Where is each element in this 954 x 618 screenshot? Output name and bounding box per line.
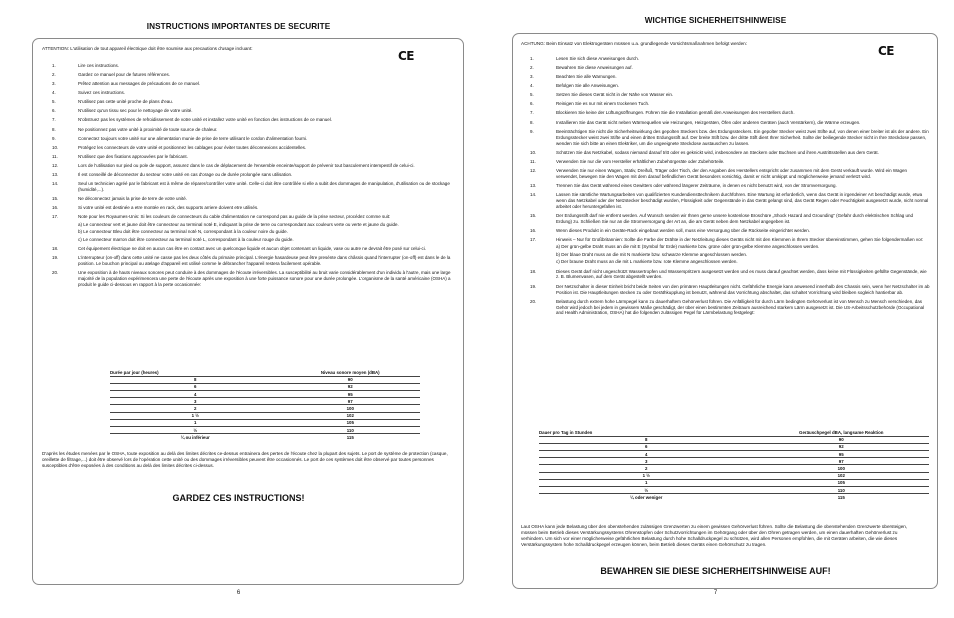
duration-cell: 2 bbox=[110, 405, 281, 412]
list-item-main-text: Wenn dieses Produkt in ein Geräte-Rack eingebaut werden soll, muss eine Versorgung über die Rückseite eingerichtet werden. bbox=[556, 227, 811, 233]
list-item-text bbox=[556, 92, 930, 100]
list-item-main-text: Verwenden Sie nur die vom Hersteller erhältlichen Zubehörgeräte oder Zubehörteile. bbox=[556, 158, 725, 164]
list-item-text bbox=[556, 192, 930, 211]
list-item-main-text: Beachten Sie alle Warnungen. bbox=[556, 74, 617, 80]
list-item-main-text: Hinweis – Nur für Großbritannien: Sollte die Farbe der Drähte in der Netzleitung dieses Geräts nicht mit den Klemmen in Ihrem Stecker übereinstimmen, gehen Sie folgendermaßen vor: bbox=[556, 236, 924, 242]
list-item-number: 6. bbox=[52, 108, 56, 114]
list-item-text bbox=[556, 299, 930, 318]
list-item-number: 17. bbox=[52, 214, 59, 220]
list-item-number: 20. bbox=[52, 269, 59, 275]
level-cell: 95 bbox=[754, 450, 930, 457]
list-item-number: 19. bbox=[52, 254, 59, 260]
list-item-main-text: Ne positionnez pas votre unité à proximité de toute source de chaleur. bbox=[78, 126, 218, 132]
list-item-number: 20. bbox=[530, 298, 537, 304]
list-item-text bbox=[78, 214, 454, 244]
duration-cell: 4 bbox=[539, 450, 754, 457]
duration-cell: ½ bbox=[110, 426, 281, 433]
list-item-main-text: Une exposition à de hauts niveaux sonores peut conduire à des dommages de l'écoute irréversibles. La susceptibilité au bruit varie considérablement d'un individu à l'autre, mais une large majorité de la population expérimencera une perte de l'écoute après une exposition à une forte puissance sonore pour une durée prolongée. L'organisme de la santé américaine (OSHA) a produit le guide ci-dessous en rapport à la perte occasionnée: bbox=[78, 269, 451, 287]
list-item bbox=[52, 117, 454, 125]
list-item bbox=[52, 255, 454, 268]
list-item-number: 15. bbox=[530, 212, 537, 218]
list-item-main-text: L'interrupteur (on-off) dans cette unité ne casse pas les deux côtés du primaire principal. L'énergie hasardeuse peut être presénte dans châssis quand l'interrupter (on-off) est dans le de la position. Le bouchon principal ou atelage d'appareil est utilisé comme le débrancher l'appareil restera facilement opérable. bbox=[78, 254, 451, 266]
list-item-main-text: Dieses Gerät darf nicht ungeschützt Wassertropfen und Wasserspritzern ausgesetzt werden und es muss darauf geachtet werden, dass keine mit Flüssigkeiten gefüllte Gegenstände, wie z. B. Blumenvasen, auf dem Gerät abgestellt werden. bbox=[556, 268, 927, 280]
keep-instructions-title: BEWAHREN SIE DIESE SICHERHEITSHINWEISE AUF! bbox=[600, 566, 831, 576]
list-item bbox=[530, 56, 930, 64]
duration-cell: 1 ½ bbox=[110, 412, 281, 419]
list-item-number: 8. bbox=[530, 119, 534, 125]
list-item-subpoint: a) Le connecteur vert et jaune doit être connecteur au terminal noté E, indiquant la prise de terre ou correspondant aux couleurs verte ou verte et jaune du guide. bbox=[78, 221, 399, 227]
list-item-main-text: Blockieren Sie keine der Lüftungsöffnungen. Führen Sie die Installation gemäß den Anweisungen des Herstellers durch. bbox=[556, 110, 795, 116]
table-row bbox=[539, 465, 929, 472]
level-cell: 102 bbox=[281, 412, 421, 419]
list-item-text bbox=[78, 255, 454, 268]
list-item-subpoint: b) Le connecteur Bleu doit être connecteur au terminal noté N, correspondant à la couleur noire du guide. bbox=[78, 229, 288, 235]
list-item-main-text: Gardez ce manuel pour de futures références. bbox=[78, 72, 171, 78]
list-item-number: 11. bbox=[52, 153, 58, 159]
list-item-main-text: Ne déconnectez jamais la prise de terre de votre unité. bbox=[78, 196, 188, 202]
list-item-main-text: Suivez ces instructions. bbox=[78, 90, 126, 96]
list-item-main-text: Der Erdungsstift darf nie entfernt werden. Auf Wunsch senden wir Ihnen gerne unsere kostenlose Broschüre „Shock Hazard and Grounding" (Gefahr durch elektrischen Schlag und Erdung) zu. Schließen Sie nur an die Stromversorgung der Art an, die am Gerät neben dem Netzkabel angegeben ist. bbox=[556, 212, 913, 224]
list-item bbox=[530, 150, 930, 158]
list-item-number: 10. bbox=[530, 149, 537, 155]
safety-list bbox=[530, 56, 930, 320]
list-item-text bbox=[78, 172, 454, 180]
list-item bbox=[530, 299, 930, 318]
list-item bbox=[52, 127, 454, 135]
list-item bbox=[52, 72, 454, 80]
keep-instructions-title: GARDEZ CES INSTRUCTIONS! bbox=[172, 493, 305, 503]
list-item-subpoint: a) Der grün-gelbe Draht muss an die mit E (Symbol für Erde) markierte bzw. grüne oder grün-gelbe Klemme angeschlossen werden. bbox=[556, 244, 820, 250]
list-item-text bbox=[556, 56, 930, 64]
table-row bbox=[539, 450, 929, 457]
level-cell: 105 bbox=[281, 419, 421, 426]
list-item-number: 16. bbox=[530, 227, 537, 233]
list-item bbox=[52, 214, 454, 244]
list-item bbox=[52, 81, 454, 89]
list-item-main-text: Installieren Sie das Gerät nicht neben Wärmequellen wie Heizungen, Heizgeräten, Öfen oder anderen Geräten (auch Verstärkern), die Wärme erzeugen. bbox=[556, 119, 861, 125]
level-cell: 115 bbox=[281, 434, 421, 441]
list-item bbox=[530, 74, 930, 82]
table-row bbox=[539, 436, 929, 443]
list-item-number: 15. bbox=[52, 196, 59, 202]
list-item-main-text: Verwenden Sie nur einen Wagen, Stativ, Dreifuß, Träger oder Tisch, der den Angaben des Herstellers entspricht oder zusammen mit dem Gerät verkauft wurde. Wird ein Wagen verwendet, bewegen Sie den Wagen mit dem darauf befindlichen Gerät besonders vorsichtig, damit er nicht umkippt und möglicherweise jemand verletzt wird. bbox=[556, 167, 908, 179]
list-item-number: 3. bbox=[52, 81, 56, 87]
list-item bbox=[530, 237, 930, 267]
list-item-main-text: Schützen Sie das Netzkabel, sodass niemand darauf tritt oder es geknickt wird, insbesondere an Steckern oder Buchsen und ihren Austrittsstellen aus dem Gerät. bbox=[556, 149, 879, 155]
duration-cell: 2 bbox=[539, 465, 754, 472]
list-item-text bbox=[78, 108, 454, 116]
list-item-number: 7. bbox=[530, 110, 534, 116]
list-item-text bbox=[556, 228, 930, 236]
list-item-text bbox=[78, 117, 454, 125]
page-number: 6 bbox=[236, 590, 241, 596]
list-item-main-text: Reinigen Sie es nur mit einem trockenen Tuch. bbox=[556, 101, 650, 107]
duration-cell: ¼ oder weniger bbox=[539, 494, 754, 501]
list-item-main-text: Befolgen Sie alle Anweisungen. bbox=[556, 83, 620, 89]
list-item-text bbox=[78, 270, 454, 289]
duration-cell: 3 bbox=[110, 398, 281, 405]
table-row bbox=[110, 390, 420, 397]
list-item-text bbox=[556, 237, 930, 267]
level-cell: 90 bbox=[754, 436, 930, 443]
noise-exposure-table bbox=[539, 429, 929, 500]
list-item-main-text: Protégez les connecteurs de votre unité et positionnez les cablages pour éviter toutes déconnexions accidentelles. bbox=[78, 144, 307, 150]
list-item bbox=[530, 65, 930, 73]
list-item bbox=[530, 101, 930, 109]
list-item-number: 14. bbox=[530, 191, 537, 197]
list-item-text bbox=[78, 145, 454, 153]
duration-cell: ¼ ou inférieur bbox=[110, 434, 281, 441]
list-item bbox=[52, 172, 454, 180]
table-row bbox=[539, 479, 929, 486]
list-item-main-text: Lors de l'utilisation sur pied ou pole de support, assurez dans le cas de déplacement de l'ensemble enceinte/support de prévenir tout basculement intempestif de celui-ci. bbox=[78, 162, 415, 168]
list-item-number: 9. bbox=[52, 135, 56, 141]
intro-text: ATTENTION: L'utilisation de tout appareil électrique doit être soumise aux precautions d'usage incluant: bbox=[42, 46, 253, 51]
list-item bbox=[52, 154, 454, 162]
list-item bbox=[530, 92, 930, 100]
list-item-text bbox=[556, 168, 930, 181]
list-item-main-text: Lire ces instructions. bbox=[78, 63, 120, 68]
list-item-text bbox=[556, 183, 930, 191]
table-header-level: Geräuschpegel dBA, langsame Reaktion bbox=[799, 429, 884, 435]
list-item-number: 2. bbox=[52, 72, 56, 78]
list-item-text bbox=[556, 65, 930, 73]
list-item-main-text: Belastung durch extrem hohe Lärmpegel kann zu dauerhaftem Gehörverlust führen. Die Anfälligkeit für durch Lärm bedingten Gehörverlust ist von Mensch zu Mensch verschieden, das Gehör wird jedoch bei jedem in gewissem Maße geschädigt, der über einen bestimmten Zeitraum ausreichend starkem Lärm ausgesetzt ist. Die US-Arbeitsschutzbehörde (Occupational and Health Administration, OSHA) hat die folgenden zulässigen Pegel für Lärmbelastung festgelegt: bbox=[556, 298, 925, 316]
table-row bbox=[110, 426, 420, 433]
list-item-number: 18. bbox=[530, 268, 537, 274]
page-heading: INSTRUCTIONS IMPORTANTES DE SECURITE bbox=[146, 22, 331, 31]
list-item-text bbox=[556, 269, 930, 282]
list-item-text bbox=[556, 110, 930, 118]
osha-paragraph: D'après les études menées par le OSHA, toute exposition au delà des limites décrites ce-dessus entrainera des pertes de l'écoute chez la plupart des sujets. Le port de système de protection (casque, oreillette de filtrage,...) doit être observé lors de l'opération cette unité ou des dommages irréversibles peuvent être occasionnés. Le port de ces systèmes doit être observé par toutes personnes susceptibles d'être exposées à des conditions au delà des limites décrites ci-dessus. bbox=[42, 451, 448, 469]
list-item-number: 2. bbox=[530, 65, 534, 71]
list-item bbox=[530, 183, 930, 191]
list-item-subpoint: c) Le connecteur marron doit être connecteur au terminal noté L, correspondant à la couleur rouge du guide. bbox=[78, 236, 294, 242]
list-item-main-text: Trennen Sie das Gerät während eines Gewitters oder während längerer Zeiträume, in denen es nicht benutzt wird, von der Stromversorgung. bbox=[556, 182, 837, 188]
list-item-number: 6. bbox=[530, 101, 534, 107]
level-cell: 115 bbox=[754, 494, 930, 501]
list-item-text bbox=[78, 136, 454, 144]
duration-cell: 1 ½ bbox=[539, 472, 754, 479]
list-item bbox=[530, 110, 930, 118]
list-item bbox=[52, 196, 454, 204]
table-row bbox=[110, 376, 420, 383]
list-item-text bbox=[78, 154, 454, 162]
list-item-text bbox=[556, 129, 930, 148]
duration-cell: ½ bbox=[539, 486, 754, 493]
duration-cell: 1 bbox=[110, 419, 281, 426]
list-item-number: 8. bbox=[52, 126, 56, 132]
list-item-text bbox=[556, 284, 930, 297]
list-item bbox=[52, 136, 454, 144]
list-item-number: 5. bbox=[530, 92, 534, 98]
list-item-text bbox=[78, 196, 454, 204]
right-page bbox=[477, 0, 954, 618]
list-item bbox=[530, 159, 930, 167]
list-item-number: 1. bbox=[530, 56, 534, 61]
list-item-main-text: Bewahren Sie diese Anweisungen auf. bbox=[556, 65, 633, 71]
list-item-main-text: Lassen Sie sämtliche Wartungsarbeiten von qualifizierten Kundendiensttechnikern durchführen. Eine Wartung ist erforderlich, wenn das Gerät in irgendeiner Art beschädigt wurde, etwa wenn das Netzkabel oder der Netzstecker beschädigt wurden, Flüssigkeit oder Gegenstände in das Gerät gelangt sind, das Gerät Regen oder Feuchtigkeit ausgesetzt wurde, nicht normal arbeitet oder heruntergefallen ist. bbox=[556, 191, 929, 209]
page-heading: WICHTIGE SICHERHEITSHINWEISE bbox=[644, 16, 787, 25]
list-item-main-text: Note pour les Royaumes-Unis: Si les couleurs de connecteurs du cable d'alimentation ne correspond pas au guide de la prise secteur, procédez comme suit: bbox=[78, 214, 391, 220]
level-cell: 100 bbox=[281, 405, 421, 412]
list-item bbox=[530, 192, 930, 211]
list-item-text bbox=[78, 81, 454, 89]
list-item-main-text: Connectez toujours votre unité sur une alimentation munie de prise de terre utilisant le cordon d'alimentation fourni. bbox=[78, 135, 308, 141]
list-item-main-text: N'utilisez que des fixations approuvées par le fabricant. bbox=[78, 153, 188, 159]
list-item bbox=[530, 284, 930, 297]
list-item-number: 12. bbox=[52, 162, 59, 168]
level-cell: 97 bbox=[281, 398, 421, 405]
table-header-duration: Dauer pro Tag in Stunden bbox=[539, 429, 593, 435]
list-item bbox=[52, 181, 454, 194]
table-row bbox=[110, 419, 420, 426]
level-cell: 105 bbox=[754, 479, 930, 486]
list-item bbox=[52, 270, 454, 289]
list-item-text bbox=[78, 181, 454, 194]
list-item-text bbox=[556, 74, 930, 82]
table-row bbox=[110, 405, 420, 412]
list-item-main-text: N'utilisez pas cette unité proche de plans d'eau. bbox=[78, 99, 174, 105]
list-item-text bbox=[78, 205, 454, 213]
safety-list bbox=[52, 63, 454, 291]
list-item bbox=[52, 63, 454, 71]
level-cell: 92 bbox=[281, 383, 421, 390]
list-item-number: 11. bbox=[530, 158, 536, 164]
osha-paragraph: Laut OSHA kann jede Belastung über den obenstehenden zulässigen Grenzwerten zu einem gewissen Gehörverlust führen. Sollte die Belastung die obenstehenden Grenzwerte übersteigen, müssen beim Betrieb dieses Verstärkungssystems Ohrenstopfen oder Schutzvorrichtungen im Gehörgang oder über den Ohren getragen werden, um einen dauerhaften Gehörverlust zu verhindern. Um sich vor einer möglicherweise gefährlichen Belastung durch hohe Schalldruckpegel zu schützen, wird allen Personen empfohlen, die mit Geräten arbeiten, die wie dieses Verstärkungssystem hohe Schalldruckpegel erzeugen können, beim Betrieb dieses Geräts einen Gehörschutz zu tragen. bbox=[521, 524, 908, 548]
table-row bbox=[539, 486, 929, 493]
list-item-text bbox=[556, 83, 930, 91]
list-item bbox=[52, 145, 454, 153]
table-header-level: Niveau sonore moyen (dBA) bbox=[320, 369, 380, 375]
list-item-number: 17. bbox=[530, 236, 537, 242]
list-item-text bbox=[556, 101, 930, 109]
list-item-subpoint: b) Der blaue Draht muss an die mit N markierte bzw. schwarze Klemme angeschlossen werden. bbox=[556, 251, 748, 257]
level-cell: 110 bbox=[281, 426, 421, 433]
list-item-main-text: Beeinträchtigen Sie nicht die Sicherheitswirkung des gepolten Steckers bzw. des Erdungssteckers. Ein gepolter Stecker weist zwei Stifte auf, von denen einer breiter ist als der andere. Ein Erdungsstecker weist zwei Stifte und einen dritten Erdungsstift auf. Der breite Stift bzw. der dritte Stift dient Ihrer Sicherheit. Sollte der beiliegende Stecker nicht in Ihre Steckdose passen, wenden Sie sich bitte an einen Elektriker, um die ungeeignete Steckdose austauschen zu lassen. bbox=[556, 128, 929, 146]
duration-cell: 8 bbox=[110, 376, 281, 383]
table-row bbox=[539, 458, 929, 465]
list-item-main-text: N'obstruez pas les systèmes de refroidissement de votre unité et installez votre unité en fonction des instructions de ce manuel. bbox=[78, 117, 332, 123]
list-item-number: 19. bbox=[530, 283, 537, 289]
list-item bbox=[530, 83, 930, 91]
level-cell: 95 bbox=[281, 390, 421, 397]
list-item bbox=[530, 129, 930, 148]
list-item-number: 13. bbox=[52, 171, 59, 177]
list-item bbox=[530, 168, 930, 181]
table-row bbox=[539, 472, 929, 479]
list-item-number: 13. bbox=[530, 182, 537, 188]
list-item-number: 3. bbox=[530, 74, 534, 80]
list-item-main-text: Seul un technicien agréé par le fabricant est à même de réparer/contrôler votre unité. Celle-ci doit être contrôlée si elle a subit des dommages de manipulation, d'utilisation ou de stockage (humidité,...). bbox=[78, 181, 450, 192]
list-item-main-text: Cet équipement électrique ne doit en aucun cas être en contact avec un quelconque liquide et aucun objet contenant un liquide, vase ou autre ne devrait être posé sur celui-ci. bbox=[78, 245, 426, 251]
list-item bbox=[530, 213, 930, 226]
list-item-main-text: N'utilisez qu'un tissu sec pour le nettoyage de votre unité. bbox=[78, 108, 193, 114]
list-item bbox=[530, 120, 930, 128]
page-number: 7 bbox=[713, 590, 718, 596]
noise-exposure-table bbox=[110, 369, 420, 440]
list-item-number: 7. bbox=[52, 117, 56, 123]
list-item-main-text: Der Netzschalter in dieser Einheit bricht beide Seiten von den primären Hauptleitungen nicht. Gefährliche Energie kann anwesend innerhalb des Chassis sein, wenn her Netzschalter im ab Position ist. Die Hauptleitungen stecken zu oder Geräthkupplung ist benutzt, während das Vorrichtung abschaltet, das schaltet Vorrichtung wird bleiben sogleich hantierbar ab. bbox=[556, 283, 930, 295]
table-row bbox=[110, 412, 420, 419]
list-item-text bbox=[78, 127, 454, 135]
level-cell: 92 bbox=[754, 443, 930, 450]
table-row bbox=[110, 383, 420, 390]
list-item-number: 10. bbox=[52, 144, 59, 150]
list-item bbox=[530, 228, 930, 236]
list-item-number: 9. bbox=[530, 128, 534, 134]
list-item-text bbox=[556, 120, 930, 128]
list-item-main-text: Si votre unité est destinée a etre montée en rack, des supports arriere doivent etre utilisés. bbox=[78, 205, 259, 211]
list-item bbox=[52, 205, 454, 213]
list-item-text bbox=[78, 246, 454, 254]
list-item-number: 18. bbox=[52, 245, 59, 251]
list-item bbox=[530, 269, 930, 282]
list-item bbox=[52, 163, 454, 171]
list-item-number: 12. bbox=[530, 167, 537, 173]
table-row bbox=[539, 443, 929, 450]
list-item-main-text: Il est conseillé de déconnecter du secteur votre unité en cas d'orage ou de durée prolongée sans utilisation. bbox=[78, 171, 293, 177]
list-item-number: 5. bbox=[52, 99, 56, 105]
list-item-main-text: Setzen Sie dieses Gerät nicht in der Nähe von Wasser ein. bbox=[556, 92, 674, 98]
list-item-text bbox=[78, 63, 454, 71]
list-item-text bbox=[556, 213, 930, 226]
level-cell: 100 bbox=[754, 465, 930, 472]
list-item bbox=[52, 108, 454, 116]
list-item-text bbox=[556, 159, 930, 167]
list-item-text bbox=[78, 99, 454, 107]
level-cell: 102 bbox=[754, 472, 930, 479]
list-item-number: 1. bbox=[52, 63, 56, 68]
level-cell: 110 bbox=[754, 486, 930, 493]
ce-mark-icon: CE bbox=[398, 49, 415, 63]
table-header-duration: Durée par jour (heures) bbox=[110, 369, 159, 375]
list-item-number: 16. bbox=[52, 205, 59, 211]
list-item bbox=[52, 246, 454, 254]
list-item bbox=[52, 99, 454, 107]
list-item-text bbox=[78, 72, 454, 80]
list-item-number: 14. bbox=[52, 181, 59, 187]
intro-text: ACHTUNG: Beim Einsatz von Elektrogeräten müssen u.a. grundlegende Vorsichtsmaßnahmen befolgt werden: bbox=[521, 41, 747, 46]
duration-cell: 6 bbox=[110, 383, 281, 390]
duration-cell: 8 bbox=[539, 436, 754, 443]
list-item-text bbox=[556, 150, 930, 158]
list-item-text bbox=[78, 90, 454, 98]
table-row bbox=[110, 434, 420, 441]
duration-cell: 4 bbox=[110, 390, 281, 397]
level-cell: 90 bbox=[281, 376, 421, 383]
level-cell: 97 bbox=[754, 458, 930, 465]
list-item bbox=[52, 90, 454, 98]
list-item-subpoint: c) Der braune Draht muss an die mit L markierte bzw. rote Klemme angeschlossen werden. bbox=[556, 259, 738, 265]
list-item-main-text: Prêtez attention aux messages de précautions de ce manuel. bbox=[78, 81, 201, 87]
table-row bbox=[539, 494, 929, 501]
ce-mark-icon: CE bbox=[878, 44, 895, 58]
duration-cell: 6 bbox=[539, 443, 754, 450]
list-item-number: 4. bbox=[52, 90, 56, 96]
table-row bbox=[110, 398, 420, 405]
list-item-text bbox=[78, 163, 454, 171]
list-item-main-text: Lesen Sie sich diese Anweisungen durch. bbox=[556, 56, 640, 61]
duration-cell: 1 bbox=[539, 479, 754, 486]
duration-cell: 3 bbox=[539, 458, 754, 465]
list-item-number: 4. bbox=[530, 83, 534, 89]
